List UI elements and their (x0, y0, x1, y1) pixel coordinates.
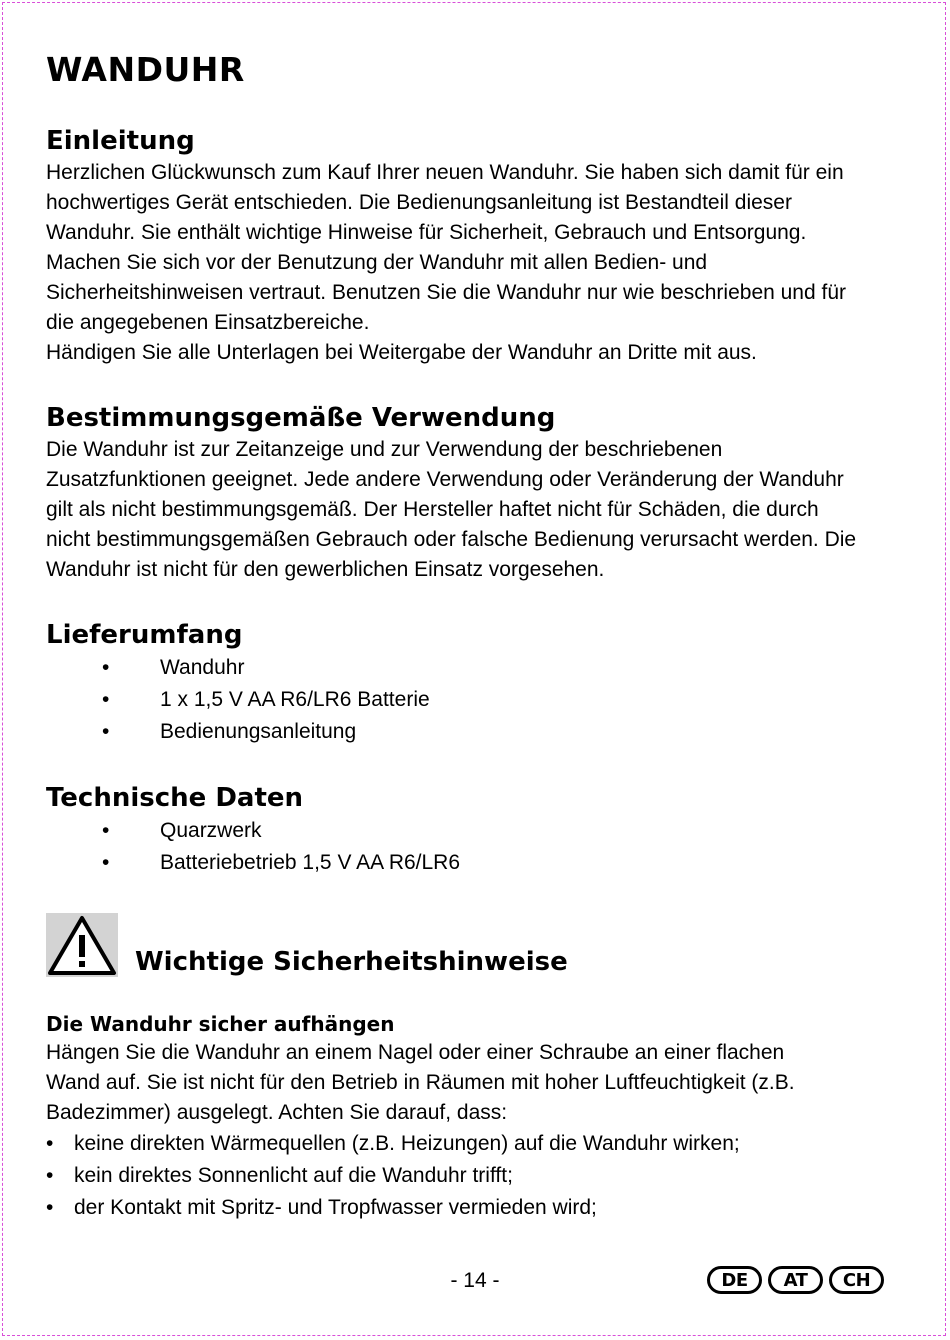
text-line: Wanduhr ist nicht für den gewerblichen Einsatz vorgesehen. (46, 558, 605, 581)
heading-lieferumfang: Lieferumfang (46, 620, 243, 650)
text-line: gilt als nicht bestimmungsgemäß. Der Hersteller haftet nicht für Schäden, die durch (46, 498, 819, 521)
text-line: Händigen Sie alle Unterlagen bei Weitergabe der Wanduhr an Dritte mit aus. (46, 341, 757, 364)
page-number: - 14 - (450, 1269, 500, 1292)
bullet: • (102, 720, 110, 743)
list-item: • Wanduhr (46, 652, 906, 684)
list-item: • der Kontakt mit Spritz- und Tropfwasser vermieden wird; (46, 1192, 906, 1224)
heading-einleitung: Einleitung (46, 126, 195, 156)
safety-heading-row (46, 911, 906, 977)
list-item: • kein direktes Sonnenlicht auf die Wanduhr trifft; (46, 1160, 906, 1192)
text-line: Die Wanduhr ist zur Zeitanzeige und zur Verwendung der beschriebenen (46, 438, 723, 461)
sicherheit-list (46, 1128, 906, 1224)
text-line: Badezimmer) ausgelegt. Achten Sie darauf, dass: (46, 1101, 508, 1124)
verwendung-text (46, 435, 906, 585)
technische-daten-list (46, 815, 906, 879)
einleitung-text (46, 158, 906, 368)
bullet: • (46, 1196, 54, 1219)
country-badges (707, 1266, 884, 1294)
text-line: Zusatzfunktionen geeignet. Jede andere Verwendung oder Veränderung der Wanduhr (46, 468, 844, 491)
sicherheit-text (46, 1038, 906, 1128)
list-item: • keine direkten Wärmequellen (z.B. Heizungen) auf die Wanduhr wirken; (46, 1128, 906, 1160)
page-title: WANDUHR (46, 50, 245, 89)
text-line: nicht bestimmungsgemäßen Gebrauch oder falsche Bedienung verursacht werden. Die (46, 528, 857, 551)
bullet: • (102, 819, 110, 842)
text-line: hochwertiges Gerät entschieden. Die Bedienungsanleitung ist Bestandteil dieser (46, 191, 792, 214)
list-item: • Quarzwerk (46, 815, 906, 847)
heading-sicherheitshinweise: Wichtige Sicherheitshinweise (135, 947, 568, 977)
country-badge-de: DE (707, 1266, 762, 1294)
text-line: die angegebenen Einsatzbereiche. (46, 311, 370, 334)
subheading-aufhaengen: Die Wanduhr sicher aufhängen (46, 1012, 395, 1036)
list-item: • Bedienungsanleitung (46, 716, 906, 748)
bullet: • (102, 656, 110, 679)
text-line: Hängen Sie die Wanduhr an einem Nagel oder einer Schraube an einer flachen (46, 1041, 785, 1064)
bullet: • (102, 851, 110, 874)
heading-verwendung: Bestimmungsgemäße Verwendung (46, 403, 556, 433)
list-item: • 1 x 1,5 V AA R6/LR6 Batterie (46, 684, 906, 716)
warning-triangle-icon (46, 913, 118, 977)
bullet: • (46, 1164, 54, 1187)
page-footer (0, 1266, 950, 1296)
page-content (46, 50, 906, 1224)
text-line: Wand auf. Sie ist nicht für den Betrieb in Räumen mit hoher Luftfeuchtigkeit (z.B. (46, 1071, 795, 1094)
heading-technische-daten: Technische Daten (46, 783, 304, 813)
list-item: • Batteriebetrieb 1,5 V AA R6/LR6 (46, 847, 906, 879)
text-line: Machen Sie sich vor der Benutzung der Wanduhr mit allen Bedien- und (46, 251, 708, 274)
bullet: • (46, 1132, 54, 1155)
country-badge-ch: CH (829, 1266, 884, 1294)
bullet: • (102, 688, 110, 711)
country-badge-at: AT (768, 1266, 823, 1294)
text-line: Wanduhr. Sie enthält wichtige Hinweise für Sicherheit, Gebrauch und Entsorgung. (46, 221, 807, 244)
text-line: Sicherheitshinweisen vertraut. Benutzen Sie die Wanduhr nur wie beschrieben und für (46, 281, 847, 304)
lieferumfang-list (46, 652, 906, 748)
text-line: Herzlichen Glückwunsch zum Kauf Ihrer neuen Wanduhr. Sie haben sich damit für ein (46, 161, 844, 184)
